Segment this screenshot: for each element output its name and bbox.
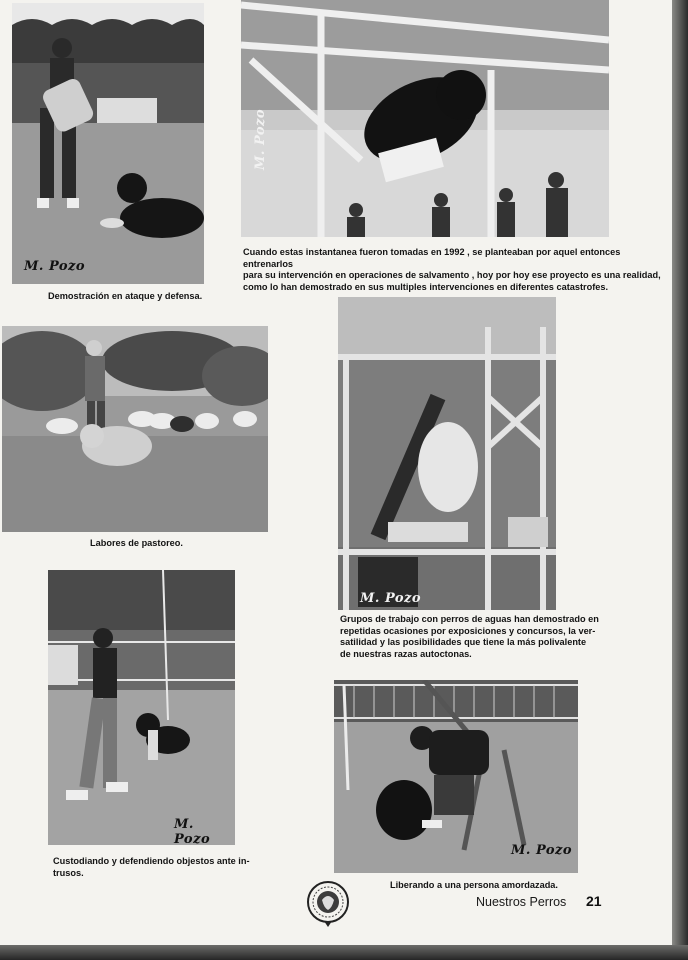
photo-attack-defense xyxy=(12,3,204,284)
club-emblem xyxy=(306,880,350,928)
photo-rescue xyxy=(334,680,578,873)
caption-training-1992 xyxy=(243,247,672,293)
magazine-title: Nuestros Perros xyxy=(476,895,567,909)
caption-herding: Labores de pastoreo. xyxy=(90,538,183,548)
page-number: 21 xyxy=(586,893,602,909)
caption-line: como lo han demostrado en sus multiples intervenciones en diferentes catastrofes. xyxy=(243,281,609,292)
photo-training-1992 xyxy=(241,0,609,237)
page-edge-shadow xyxy=(672,0,688,960)
photo-signature: M. Pozo xyxy=(174,817,211,845)
caption-line: repetidas ocasiones por exposiciones y concursos, la ver- xyxy=(340,625,596,636)
photo-signature: M. Pozo xyxy=(360,591,422,606)
caption-work-groups xyxy=(340,614,599,660)
caption-line: Custodiando y defendiendo objestos ante in- xyxy=(53,856,250,866)
caption-rescue: Liberando a una persona amordazada. xyxy=(390,880,558,890)
photo-guarding xyxy=(48,570,235,845)
photo-work-groups xyxy=(338,297,556,610)
caption-attack-defense: Demostración en ataque y defensa. xyxy=(48,291,203,301)
caption-line: para su intervención en operaciones de salvamento , hoy por hoy ese proyecto es una realidad, xyxy=(243,270,661,281)
photo-herding xyxy=(2,326,268,532)
caption-guarding xyxy=(53,856,250,879)
caption-line: de nuestras razas autoctonas. xyxy=(340,648,472,659)
photo-signature: M. Pozo xyxy=(24,259,86,274)
photo-signature: M. Pozo xyxy=(511,843,573,858)
caption-line: Cuando estas instantanea fueron tomadas en 1992 , se planteaban por aquel entonces entrenarlos xyxy=(243,247,621,269)
photo-signature: M. Pozo xyxy=(253,108,268,170)
caption-line: Grupos de trabajo con perros de aguas han demostrado en xyxy=(340,614,599,624)
caption-line: satilidad y las posibilidades que tiene la más polivalente xyxy=(340,637,587,648)
caption-line: trusos. xyxy=(53,867,84,878)
page-bottom-edge xyxy=(0,945,688,960)
